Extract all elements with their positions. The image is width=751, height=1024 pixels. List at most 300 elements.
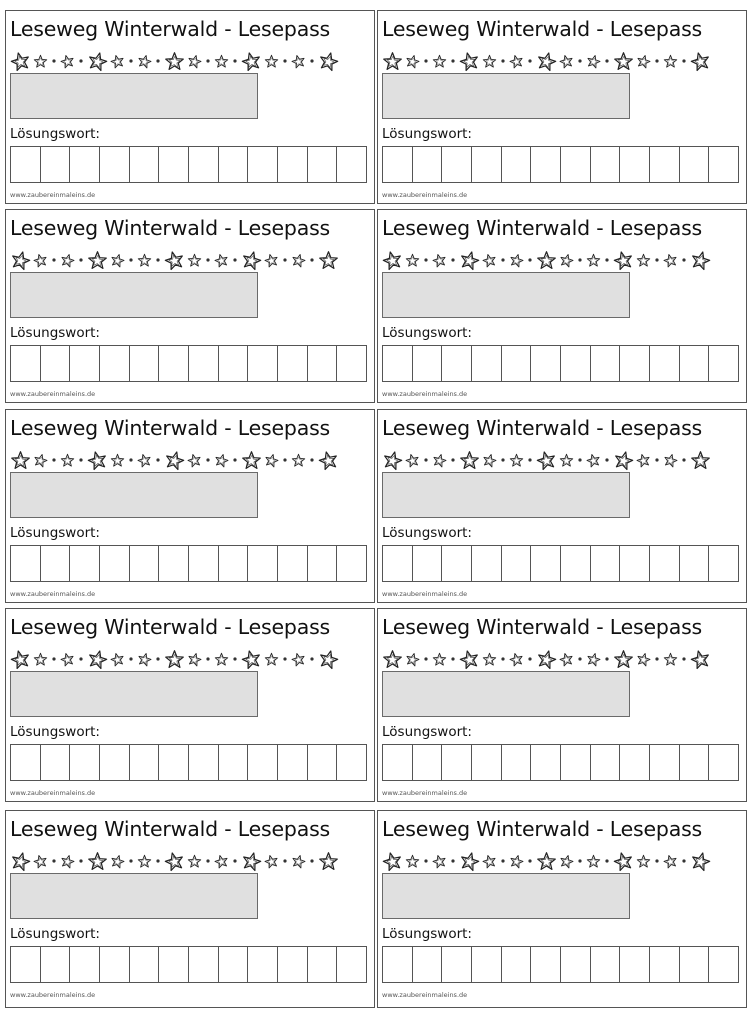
star-border: [9, 646, 369, 672]
dot-icon: [282, 656, 288, 662]
star-icon: [87, 649, 108, 670]
answer-cell[interactable]: [11, 745, 41, 780]
star-icon: [432, 54, 447, 69]
star-icon: [459, 250, 480, 271]
star-icon: [137, 54, 152, 69]
answer-cell[interactable]: [100, 346, 130, 381]
star-icon: [87, 51, 108, 72]
answer-cell[interactable]: [561, 346, 591, 381]
answer-cell[interactable]: [219, 346, 249, 381]
answer-grid: [382, 146, 739, 183]
answer-cell[interactable]: [130, 147, 160, 182]
star-icon: [291, 453, 306, 468]
star-icon: [690, 851, 711, 872]
answer-cell[interactable]: [531, 346, 561, 381]
answer-cell[interactable]: [248, 147, 278, 182]
star-icon: [432, 854, 447, 869]
answer-cell[interactable]: [502, 745, 532, 780]
dot-icon: [51, 457, 57, 463]
star-icon: [60, 253, 75, 268]
dot-icon: [51, 58, 57, 64]
name-box[interactable]: [10, 272, 258, 318]
lesepass-card: [377, 209, 747, 403]
star-icon: [459, 851, 480, 872]
answer-cell[interactable]: [308, 346, 338, 381]
star-icon: [482, 54, 497, 69]
answer-cell[interactable]: [442, 745, 472, 780]
star-icon: [137, 253, 152, 268]
star-icon: [459, 450, 480, 471]
answer-cell[interactable]: [130, 947, 160, 982]
star-icon: [214, 854, 229, 869]
answer-cell[interactable]: [591, 546, 621, 581]
star-icon: [137, 652, 152, 667]
answer-cell[interactable]: [70, 947, 100, 982]
star-icon: [264, 453, 279, 468]
answer-cell[interactable]: [70, 745, 100, 780]
star-border: [381, 848, 741, 874]
dot-icon: [577, 58, 583, 64]
dot-icon: [205, 58, 211, 64]
answer-label: Lösungswort:: [382, 724, 472, 740]
star-icon: [482, 453, 497, 468]
star-icon: [241, 450, 262, 471]
star-icon: [636, 854, 651, 869]
dot-icon: [128, 257, 134, 263]
star-icon: [663, 652, 678, 667]
star-icon: [432, 453, 447, 468]
answer-cell[interactable]: [680, 346, 710, 381]
answer-cell[interactable]: [100, 745, 130, 780]
star-icon: [509, 54, 524, 69]
name-box[interactable]: [10, 873, 258, 919]
answer-cell[interactable]: [680, 745, 710, 780]
answer-cell[interactable]: [650, 947, 680, 982]
answer-cell[interactable]: [413, 745, 443, 780]
answer-cell[interactable]: [41, 546, 71, 581]
answer-cell[interactable]: [337, 745, 366, 780]
dot-icon: [232, 257, 238, 263]
star-icon: [586, 453, 601, 468]
dot-icon: [423, 257, 429, 263]
answer-cell[interactable]: [100, 947, 130, 982]
dot-icon: [450, 858, 456, 864]
star-icon: [60, 652, 75, 667]
answer-cell[interactable]: [709, 745, 738, 780]
answer-cell[interactable]: [709, 546, 738, 581]
dot-icon: [78, 656, 84, 662]
answer-cell[interactable]: [278, 745, 308, 780]
star-icon: [636, 652, 651, 667]
answer-cell[interactable]: [442, 947, 472, 982]
dot-icon: [205, 457, 211, 463]
star-icon: [187, 253, 202, 268]
dot-icon: [604, 457, 610, 463]
star-icon: [382, 250, 403, 271]
website-footer: www.zaubereinmaleins.de: [382, 991, 468, 999]
answer-cell[interactable]: [561, 947, 591, 982]
star-icon: [613, 51, 634, 72]
answer-cell[interactable]: [70, 546, 100, 581]
name-box[interactable]: [382, 671, 630, 717]
card-title: Leseweg Winterwald - Lesepass: [10, 817, 331, 841]
answer-cell[interactable]: [620, 147, 650, 182]
answer-cell[interactable]: [472, 947, 502, 982]
star-icon: [586, 652, 601, 667]
dot-icon: [128, 858, 134, 864]
star-icon: [187, 854, 202, 869]
answer-cell[interactable]: [650, 147, 680, 182]
website-footer: www.zaubereinmaleins.de: [382, 590, 468, 598]
star-icon: [33, 54, 48, 69]
dot-icon: [604, 858, 610, 864]
answer-grid: [382, 345, 739, 382]
dot-icon: [500, 257, 506, 263]
star-icon: [87, 851, 108, 872]
star-icon: [559, 453, 574, 468]
star-border: [381, 646, 741, 672]
star-icon: [110, 54, 125, 69]
answer-grid: [10, 946, 367, 983]
star-border: [9, 247, 369, 273]
answer-cell[interactable]: [502, 346, 532, 381]
star-icon: [382, 649, 403, 670]
answer-cell[interactable]: [337, 147, 366, 182]
dot-icon: [282, 58, 288, 64]
star-icon: [536, 250, 557, 271]
star-icon: [613, 851, 634, 872]
answer-cell[interactable]: [308, 947, 338, 982]
star-icon: [690, 649, 711, 670]
answer-cell[interactable]: [531, 147, 561, 182]
name-box[interactable]: [10, 73, 258, 119]
answer-cell[interactable]: [650, 745, 680, 780]
dot-icon: [577, 257, 583, 263]
answer-cell[interactable]: [159, 346, 189, 381]
answer-cell[interactable]: [337, 546, 366, 581]
star-icon: [318, 250, 339, 271]
star-icon: [586, 54, 601, 69]
answer-cell[interactable]: [11, 947, 41, 982]
dot-icon: [654, 58, 660, 64]
star-icon: [382, 450, 403, 471]
dot-icon: [51, 257, 57, 263]
answer-cell[interactable]: [11, 147, 41, 182]
star-icon: [187, 652, 202, 667]
star-icon: [690, 51, 711, 72]
star-icon: [291, 54, 306, 69]
star-icon: [33, 652, 48, 667]
answer-cell[interactable]: [11, 346, 41, 381]
dot-icon: [282, 858, 288, 864]
answer-cell[interactable]: [620, 346, 650, 381]
dot-icon: [654, 457, 660, 463]
star-icon: [382, 851, 403, 872]
answer-cell[interactable]: [278, 546, 308, 581]
dot-icon: [309, 457, 315, 463]
answer-cell[interactable]: [472, 346, 502, 381]
star-icon: [509, 652, 524, 667]
answer-cell[interactable]: [561, 745, 591, 780]
dot-icon: [205, 858, 211, 864]
answer-cell[interactable]: [248, 947, 278, 982]
star-icon: [291, 854, 306, 869]
dot-icon: [681, 58, 687, 64]
dot-icon: [450, 257, 456, 263]
star-icon: [110, 253, 125, 268]
star-icon: [187, 54, 202, 69]
card-title: Leseweg Winterwald - Lesepass: [382, 817, 703, 841]
star-icon: [509, 854, 524, 869]
answer-cell[interactable]: [413, 947, 443, 982]
lesepass-card: [5, 409, 375, 603]
answer-label: Lösungswort:: [10, 525, 100, 541]
dot-icon: [205, 257, 211, 263]
answer-cell[interactable]: [383, 346, 413, 381]
dot-icon: [78, 257, 84, 263]
answer-cell[interactable]: [650, 546, 680, 581]
star-icon: [509, 453, 524, 468]
answer-cell[interactable]: [620, 745, 650, 780]
card-title: Leseweg Winterwald - Lesepass: [382, 416, 703, 440]
answer-cell[interactable]: [531, 745, 561, 780]
answer-label: Lösungswort:: [382, 126, 472, 142]
answer-cell[interactable]: [41, 147, 71, 182]
answer-cell[interactable]: [159, 947, 189, 982]
answer-cell[interactable]: [219, 745, 249, 780]
star-icon: [10, 649, 31, 670]
answer-cell[interactable]: [680, 947, 710, 982]
dot-icon: [155, 656, 161, 662]
dot-icon: [78, 457, 84, 463]
answer-cell[interactable]: [561, 546, 591, 581]
answer-cell[interactable]: [413, 546, 443, 581]
star-icon: [559, 854, 574, 869]
answer-grid: [10, 545, 367, 582]
star-icon: [690, 250, 711, 271]
dot-icon: [654, 656, 660, 662]
star-border: [381, 48, 741, 74]
star-icon: [663, 854, 678, 869]
star-icon: [536, 649, 557, 670]
dot-icon: [654, 257, 660, 263]
dot-icon: [309, 656, 315, 662]
answer-cell[interactable]: [620, 947, 650, 982]
answer-cell[interactable]: [337, 947, 366, 982]
answer-cell[interactable]: [591, 147, 621, 182]
answer-cell[interactable]: [159, 546, 189, 581]
answer-cell[interactable]: [531, 947, 561, 982]
answer-label: Lösungswort:: [382, 926, 472, 942]
answer-cell[interactable]: [591, 745, 621, 780]
name-box[interactable]: [10, 671, 258, 717]
answer-cell[interactable]: [70, 147, 100, 182]
dot-icon: [681, 656, 687, 662]
answer-cell[interactable]: [248, 346, 278, 381]
answer-cell[interactable]: [531, 546, 561, 581]
answer-cell[interactable]: [502, 546, 532, 581]
dot-icon: [155, 58, 161, 64]
answer-cell[interactable]: [219, 546, 249, 581]
answer-cell[interactable]: [189, 745, 219, 780]
answer-label: Lösungswort:: [10, 126, 100, 142]
star-icon: [110, 652, 125, 667]
dot-icon: [423, 858, 429, 864]
answer-cell[interactable]: [100, 147, 130, 182]
website-footer: www.zaubereinmaleins.de: [382, 191, 468, 199]
star-icon: [60, 854, 75, 869]
answer-cell[interactable]: [413, 346, 443, 381]
star-icon: [559, 652, 574, 667]
star-icon: [33, 253, 48, 268]
dot-icon: [500, 858, 506, 864]
card-title: Leseweg Winterwald - Lesepass: [382, 615, 703, 639]
answer-cell[interactable]: [100, 546, 130, 581]
answer-label: Lösungswort:: [10, 926, 100, 942]
answer-cell[interactable]: [189, 947, 219, 982]
answer-cell[interactable]: [278, 947, 308, 982]
star-border: [9, 447, 369, 473]
answer-cell[interactable]: [442, 546, 472, 581]
answer-cell[interactable]: [442, 147, 472, 182]
answer-cell[interactable]: [591, 947, 621, 982]
dot-icon: [309, 858, 315, 864]
answer-cell[interactable]: [680, 546, 710, 581]
dot-icon: [155, 858, 161, 864]
answer-cell[interactable]: [383, 546, 413, 581]
answer-cell[interactable]: [472, 745, 502, 780]
website-footer: www.zaubereinmaleins.de: [10, 590, 96, 598]
answer-label: Lösungswort:: [10, 325, 100, 341]
star-icon: [405, 652, 420, 667]
dot-icon: [78, 58, 84, 64]
answer-cell[interactable]: [41, 346, 71, 381]
star-icon: [164, 51, 185, 72]
dot-icon: [450, 58, 456, 64]
answer-cell[interactable]: [680, 147, 710, 182]
answer-cell[interactable]: [278, 346, 308, 381]
answer-cell[interactable]: [308, 147, 338, 182]
answer-cell[interactable]: [650, 346, 680, 381]
answer-cell[interactable]: [383, 947, 413, 982]
star-icon: [291, 253, 306, 268]
star-icon: [164, 649, 185, 670]
answer-cell[interactable]: [709, 147, 738, 182]
answer-cell[interactable]: [219, 947, 249, 982]
answer-cell[interactable]: [709, 947, 738, 982]
star-icon: [137, 453, 152, 468]
star-icon: [636, 253, 651, 268]
answer-cell[interactable]: [159, 147, 189, 182]
dot-icon: [654, 858, 660, 864]
star-icon: [482, 253, 497, 268]
answer-cell[interactable]: [472, 147, 502, 182]
star-icon: [187, 453, 202, 468]
answer-cell[interactable]: [219, 147, 249, 182]
star-icon: [536, 51, 557, 72]
card-title: Leseweg Winterwald - Lesepass: [10, 615, 331, 639]
star-icon: [636, 54, 651, 69]
dot-icon: [309, 257, 315, 263]
name-box[interactable]: [10, 472, 258, 518]
answer-grid: [382, 946, 739, 983]
answer-cell[interactable]: [130, 745, 160, 780]
star-icon: [636, 453, 651, 468]
dot-icon: [500, 457, 506, 463]
answer-cell[interactable]: [442, 346, 472, 381]
answer-cell[interactable]: [337, 346, 366, 381]
name-box[interactable]: [382, 272, 630, 318]
answer-cell[interactable]: [620, 546, 650, 581]
answer-cell[interactable]: [11, 546, 41, 581]
answer-cell[interactable]: [130, 346, 160, 381]
answer-cell[interactable]: [308, 546, 338, 581]
answer-cell[interactable]: [502, 947, 532, 982]
dot-icon: [527, 457, 533, 463]
dot-icon: [527, 656, 533, 662]
star-icon: [164, 450, 185, 471]
website-footer: www.zaubereinmaleins.de: [10, 390, 96, 398]
answer-cell[interactable]: [130, 546, 160, 581]
name-box[interactable]: [382, 873, 630, 919]
star-icon: [264, 652, 279, 667]
dot-icon: [155, 457, 161, 463]
answer-cell[interactable]: [709, 346, 738, 381]
answer-cell[interactable]: [308, 745, 338, 780]
answer-cell[interactable]: [41, 745, 71, 780]
answer-cell[interactable]: [70, 346, 100, 381]
dot-icon: [128, 58, 134, 64]
answer-cell[interactable]: [561, 147, 591, 182]
dot-icon: [527, 858, 533, 864]
answer-grid: [10, 744, 367, 781]
answer-cell[interactable]: [189, 346, 219, 381]
answer-cell[interactable]: [248, 546, 278, 581]
answer-cell[interactable]: [383, 745, 413, 780]
answer-cell[interactable]: [413, 147, 443, 182]
star-border: [381, 247, 741, 273]
answer-cell[interactable]: [189, 546, 219, 581]
star-icon: [110, 854, 125, 869]
answer-cell[interactable]: [159, 745, 189, 780]
answer-cell[interactable]: [502, 147, 532, 182]
answer-cell[interactable]: [278, 147, 308, 182]
dot-icon: [527, 58, 533, 64]
card-title: Leseweg Winterwald - Lesepass: [382, 216, 703, 240]
answer-cell[interactable]: [591, 346, 621, 381]
star-icon: [241, 250, 262, 271]
answer-cell[interactable]: [41, 947, 71, 982]
star-icon: [509, 253, 524, 268]
star-icon: [318, 450, 339, 471]
lesepass-card: [377, 810, 747, 1008]
dot-icon: [78, 858, 84, 864]
lesepass-card: [5, 810, 375, 1008]
answer-cell[interactable]: [248, 745, 278, 780]
answer-cell[interactable]: [189, 147, 219, 182]
answer-cell[interactable]: [472, 546, 502, 581]
name-box[interactable]: [382, 73, 630, 119]
dot-icon: [128, 457, 134, 463]
star-icon: [405, 253, 420, 268]
answer-cell[interactable]: [383, 147, 413, 182]
dot-icon: [681, 457, 687, 463]
star-icon: [87, 450, 108, 471]
star-icon: [164, 250, 185, 271]
name-box[interactable]: [382, 472, 630, 518]
star-icon: [459, 649, 480, 670]
star-icon: [264, 54, 279, 69]
